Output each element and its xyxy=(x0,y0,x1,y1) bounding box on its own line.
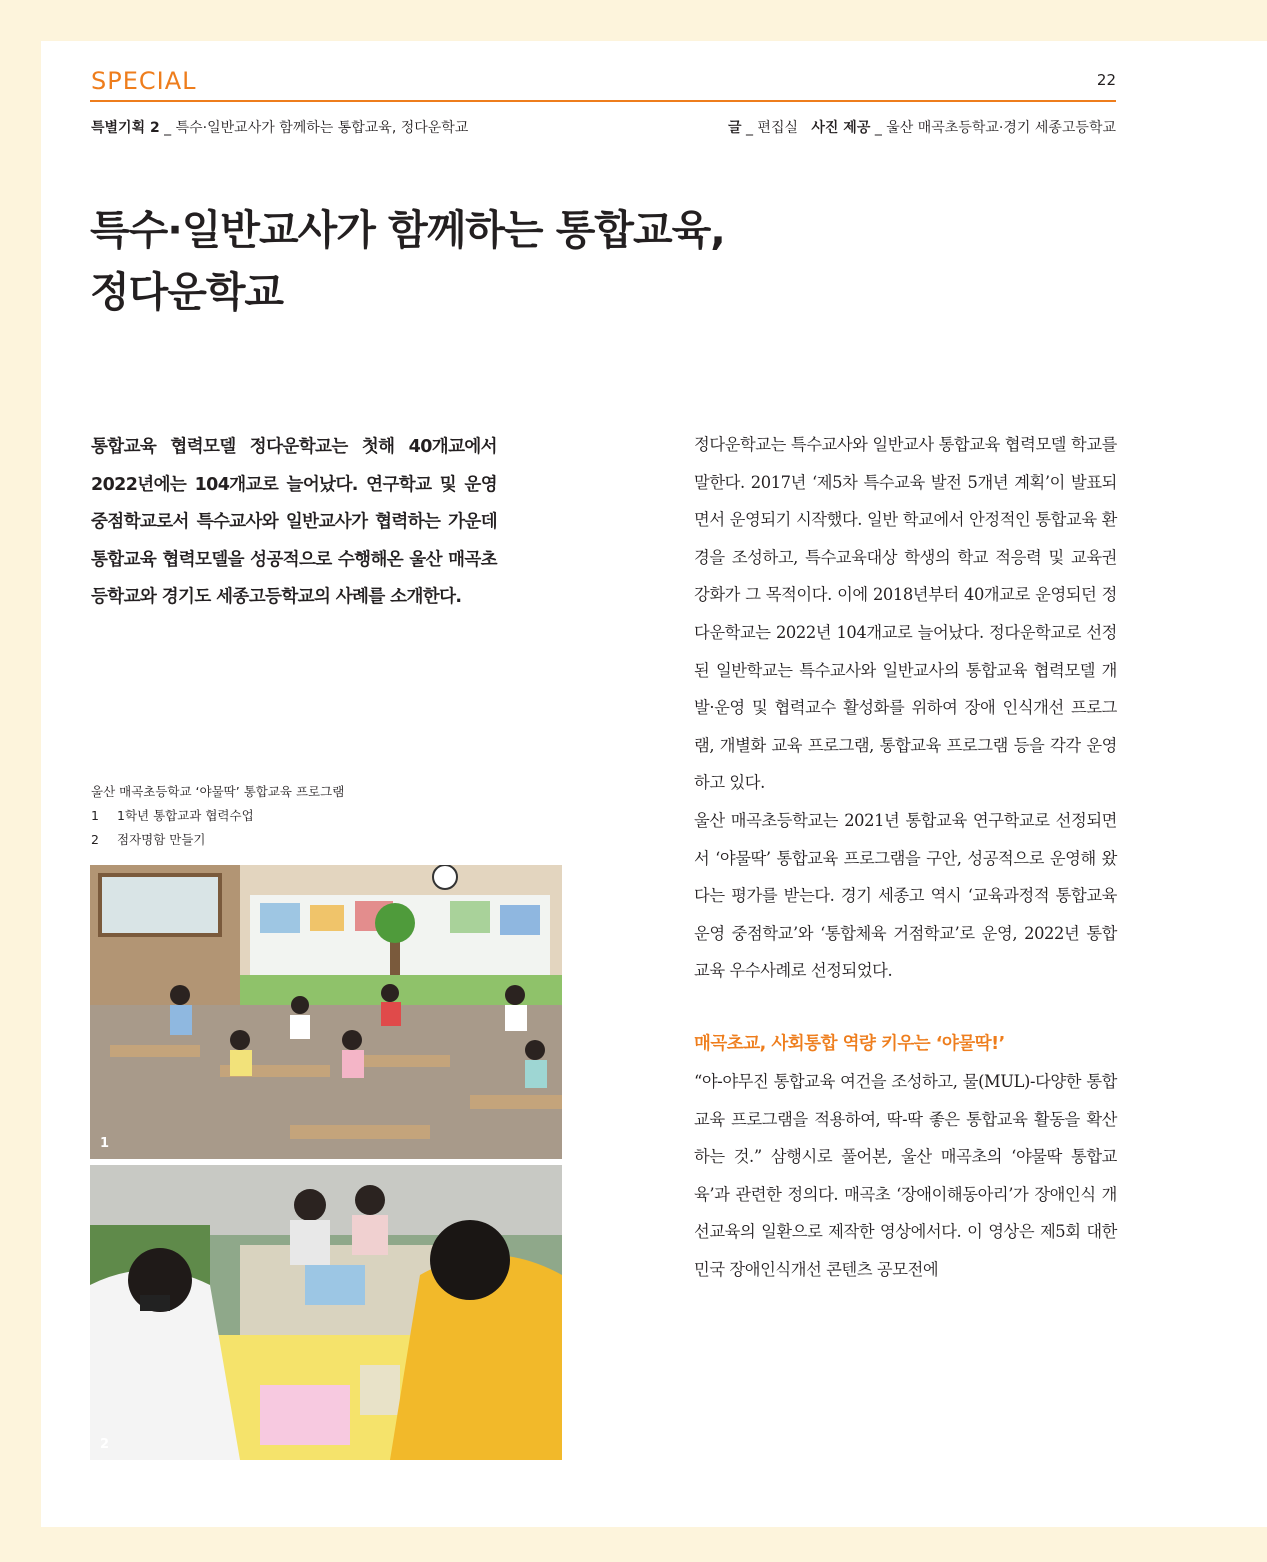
magazine-page xyxy=(41,41,1267,1527)
credits-line xyxy=(728,117,1116,137)
classroom-photo-image xyxy=(90,865,562,1159)
article-lede: 통합교육 협력모델 정다운학교는 첫해 40개교에서 2022년에는 104개교로 늘어났다. 연구학교 및 운영 중점학교로서 특수교사와 일반교사가 협력하는 가운데 통합교육 협력모델을 성공적으로 수행해온 울산 매곡초등학교와 경기도 세종고등학교의 사례를 소개한다. xyxy=(91,437,497,607)
credit-photo-label: 사진 제공 xyxy=(811,120,871,136)
photo-number-label: 1 xyxy=(100,1136,110,1151)
credit-writer: _ 편집실 xyxy=(745,120,799,136)
credit-writer-label: 글 xyxy=(728,120,742,136)
photo-number-label: 2 xyxy=(100,1437,110,1452)
title-line-2: 정다운학교 xyxy=(90,268,284,316)
series-line xyxy=(91,117,468,137)
caption-number: 1 xyxy=(91,808,99,823)
caption-number: 2 xyxy=(91,832,99,847)
caption-text: 1학년 통합교과 협력수업 xyxy=(117,808,254,823)
page-number: 22 xyxy=(1096,71,1116,89)
section-label: SPECIAL xyxy=(91,67,197,95)
series-title: _ 특수·일반교사가 함께하는 통합교육, 정다운학교 xyxy=(164,120,469,136)
article-body xyxy=(694,426,1117,1288)
credit-photo: _ 울산 매곡초등학교·경기 세종고등학교 xyxy=(874,120,1116,136)
caption-item xyxy=(91,804,344,828)
article-title xyxy=(90,199,990,323)
title-line-1: 특수·일반교사가 함께하는 통합교육, xyxy=(90,206,725,254)
caption-item xyxy=(91,828,344,852)
caption-heading: 울산 매곡초등학교 ‘야물딱’ 통합교육 프로그램 xyxy=(91,784,345,799)
caption-text: 점자명함 만들기 xyxy=(117,832,206,847)
braille-card-photo-image xyxy=(90,1165,562,1460)
braille-card-photo xyxy=(90,1165,562,1460)
series-label: 특별기획 2 xyxy=(91,120,160,136)
header-rule xyxy=(90,100,1116,102)
classroom-photo xyxy=(90,865,562,1159)
section-subheading: 매곡초교, 사회통합 역량 키우는 ‘야물딱!’ xyxy=(694,1033,1005,1054)
body-paragraph: 정다운학교는 특수교사와 일반교사 통합교육 협력모델 학교를 말한다. 2017년 ‘제5차 특수교육 발전 5개년 계획’이 발표되면서 운영되기 시작했다. 일반 학교에서 안정적인 통합교육 환경을 조성하고, 특수교육대상 학생의 학교 적응력 및 교육권 강화가 그 목적이다. 이에 2018년부터 40개교로 운영되던 정다운학교는 2022년 104개교로 늘어났다. 정다운학교로 선정된 일반학교는 특수교사와 일반교사의 통합교육 협력모델 개발·운영 및 협력교수 활성화를 위하여 장애 인식개선 프로그램, 개별화 교육 프로그램, 통합교육 프로그램 등을 각각 운영하고 있다. xyxy=(694,435,1117,793)
photo-captions xyxy=(91,780,344,852)
body-paragraph: “야-야무진 통합교육 여건을 조성하고, 물(MUL)-다양한 통합교육 프로그램을 적용하여, 딱-딱 좋은 통합교육 활동을 확산하는 것.” 삼행시로 풀어본, 울산 매곡초의 ‘야물딱 통합교육’과 관련한 정의다. 매곡초 ‘장애이해동아리’가 장애인식 개선교육의 일환으로 제작한 영상에서다. 이 영상은 제5회 대한민국 장애인식개선 콘텐츠 공모전에 xyxy=(694,1071,1117,1279)
body-paragraph: 울산 매곡초등학교는 2021년 통합교육 연구학교로 선정되면서 ‘야물딱’ 통합교육 프로그램을 구안, 성공적으로 운영해 왔다는 평가를 받는다. 경기 세종고 역시 ‘교육과정적 통합교육 운영 중점학교’와 ‘통합체육 거점학교’로 운영, 2022년 통합교육 우수사례로 선정되었다. xyxy=(694,810,1117,981)
